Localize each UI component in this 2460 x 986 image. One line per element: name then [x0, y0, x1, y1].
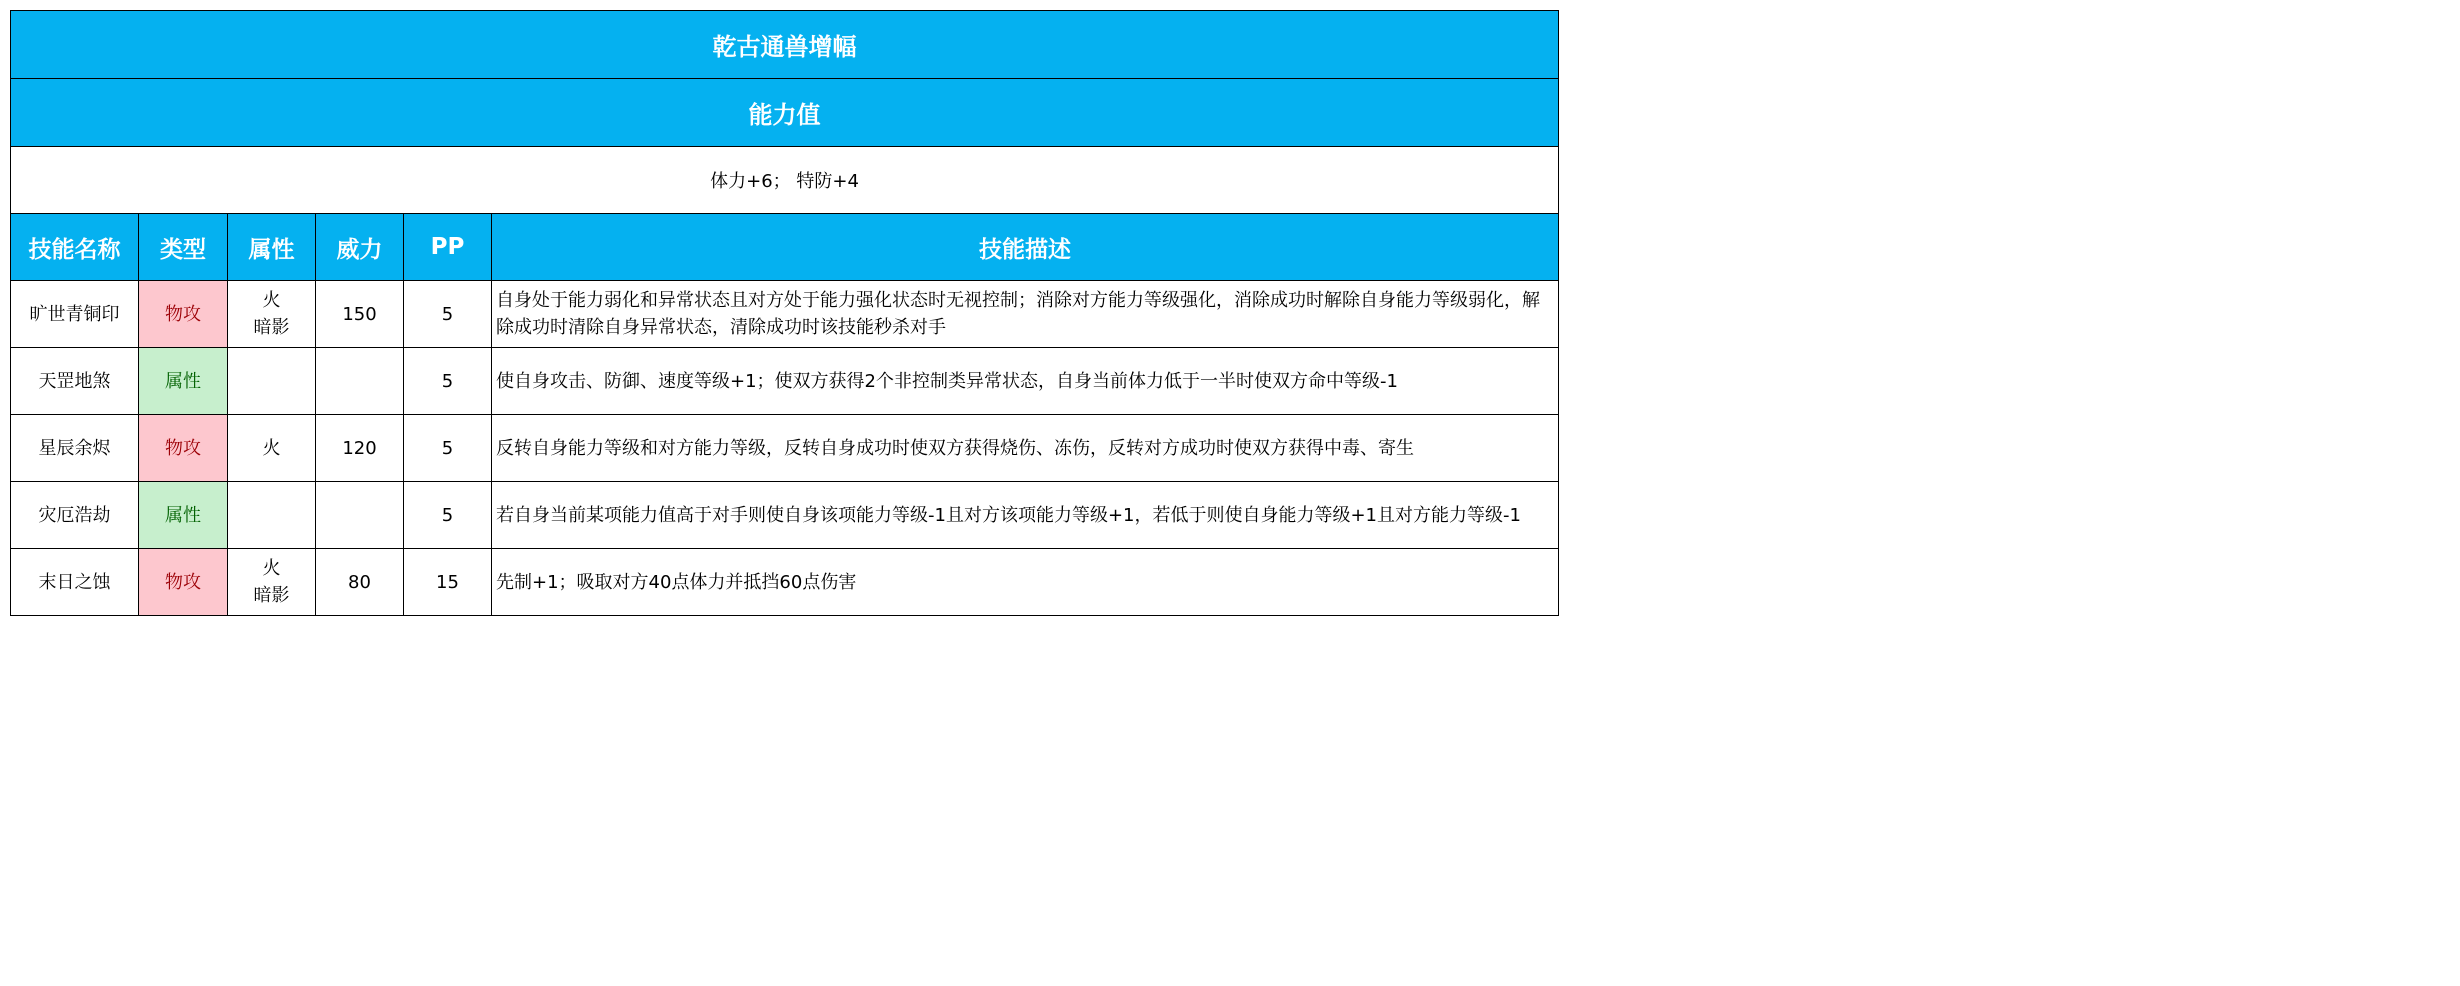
attribute-label: 火 — [262, 290, 281, 311]
skill-pp-cell: 5 — [404, 482, 492, 549]
skill-description-cell: 自身处于能力弱化和异常状态且对方处于能力强化状态时无视控制；消除对方能力等级强化，消除成功时解除自身能力等级弱化，解除成功时清除自身异常状态，清除成功时该技能秒杀对手 — [492, 281, 1559, 348]
attribute-label: 火 — [262, 558, 281, 579]
section-title: 能力值 — [11, 79, 1559, 147]
skill-type-cell: 物攻 — [139, 281, 228, 348]
table-row — [11, 482, 1559, 549]
skill-power-cell: 80 — [316, 549, 404, 616]
skill-pp-cell: 5 — [404, 348, 492, 415]
skill-name-cell: 旷世青铜印 — [11, 281, 139, 348]
table-row — [11, 348, 1559, 415]
skill-type-cell: 属性 — [139, 482, 228, 549]
skill-power-cell — [316, 348, 404, 415]
skill-type-cell: 物攻 — [139, 549, 228, 616]
table-title: 乾古通兽增幅 — [11, 11, 1559, 79]
header-description: 技能描述 — [492, 214, 1559, 281]
stat-bonus-row — [11, 147, 1559, 214]
skill-pp-cell: 5 — [404, 415, 492, 482]
attribute-label: 暗影 — [253, 317, 290, 338]
table-row — [11, 281, 1559, 348]
skill-type-cell: 属性 — [139, 348, 228, 415]
header-type: 类型 — [139, 214, 228, 281]
table-row — [11, 549, 1559, 616]
attribute-label: 火 — [262, 437, 281, 459]
skill-attribute-cell — [228, 482, 316, 549]
table-row — [11, 415, 1559, 482]
skill-pp-cell: 5 — [404, 281, 492, 348]
skill-name-cell: 灾厄浩劫 — [11, 482, 139, 549]
skill-description-cell: 使自身攻击、防御、速度等级+1；使双方获得2个非控制类异常状态，自身当前体力低于一半时使双方命中等级-1 — [492, 348, 1559, 415]
attribute-label: 暗影 — [253, 585, 290, 606]
skill-power-cell: 150 — [316, 281, 404, 348]
title-row — [11, 11, 1559, 79]
header-attribute: 属性 — [228, 214, 316, 281]
skill-power-cell — [316, 482, 404, 549]
skill-attribute-cell — [228, 348, 316, 415]
skill-name-cell: 天罡地煞 — [11, 348, 139, 415]
skill-name-cell: 星辰余烬 — [11, 415, 139, 482]
column-header-row — [11, 214, 1559, 281]
skill-description-cell: 若自身当前某项能力值高于对手则使自身该项能力等级-1且对方该项能力等级+1，若低于则使自身能力等级+1且对方能力等级-1 — [492, 482, 1559, 549]
stat-bonus: 体力+6； 特防+4 — [11, 147, 1559, 214]
skill-pp-cell: 15 — [404, 549, 492, 616]
skill-type-cell: 物攻 — [139, 415, 228, 482]
skill-name-cell: 末日之蚀 — [11, 549, 139, 616]
header-skill-name: 技能名称 — [11, 214, 139, 281]
skill-attribute-cell — [228, 281, 316, 348]
skill-attribute-cell — [228, 415, 316, 482]
skill-attribute-cell — [228, 549, 316, 616]
skill-description-cell: 先制+1；吸取对方40点体力并抵挡60点伤害 — [492, 549, 1559, 616]
section-title-row — [11, 79, 1559, 147]
skill-table — [10, 10, 1559, 616]
header-pp: PP — [404, 214, 492, 281]
skill-power-cell: 120 — [316, 415, 404, 482]
skill-description-cell: 反转自身能力等级和对方能力等级，反转自身成功时使双方获得烧伤、冻伤，反转对方成功时使双方获得中毒、寄生 — [492, 415, 1559, 482]
header-power: 威力 — [316, 214, 404, 281]
